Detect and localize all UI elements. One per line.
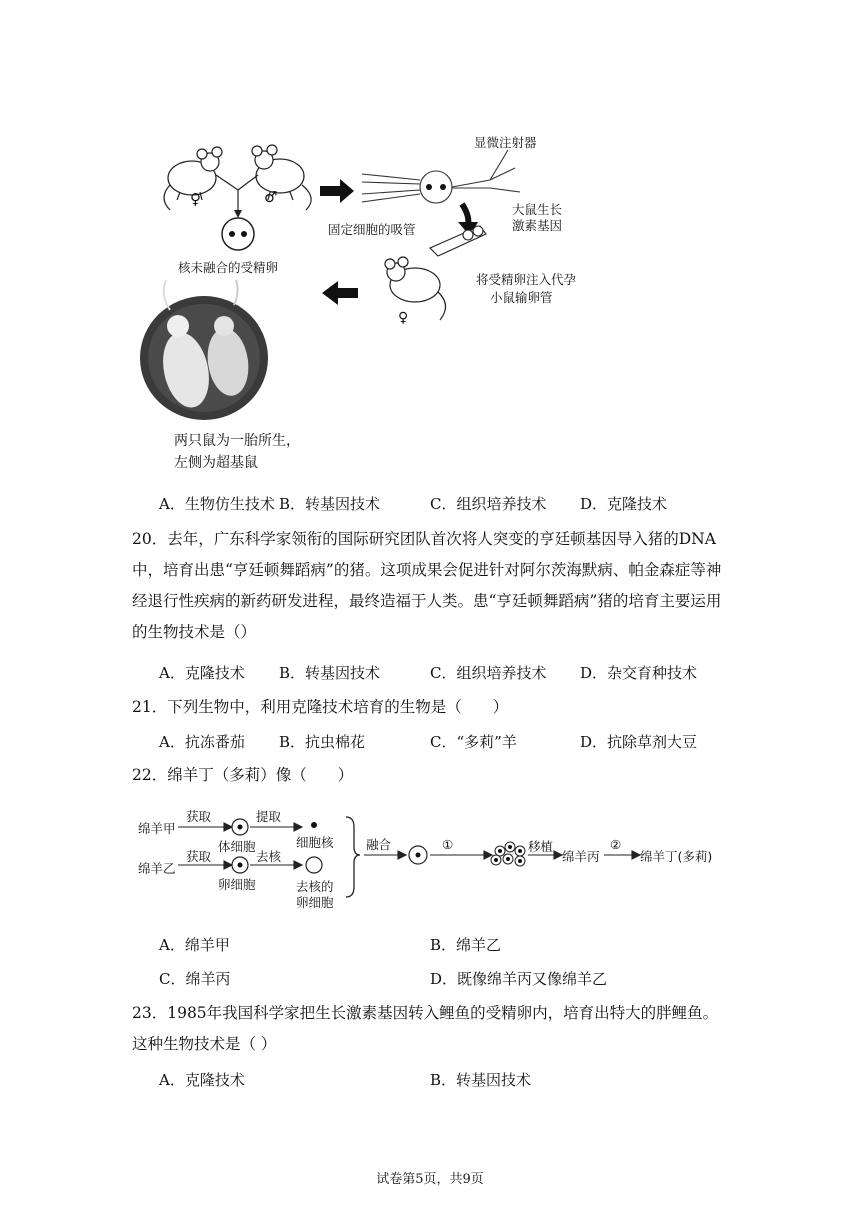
q19-option-a[interactable]: A．生物仿生技术 <box>159 495 275 513</box>
sheep-a-label: 绵羊甲 <box>138 821 176 836</box>
surrogate-mouse-icon <box>385 257 446 320</box>
question-23: 23．1985年我国科学家把生长激素基因转入鲤鱼的受精卵内，培育出特大的胖鲤鱼。这种生物技术是（ ） <box>132 1004 719 1053</box>
page-footer: 试卷第5页，共9页 <box>376 1172 484 1187</box>
question-20: 20．去年，广东科学家领衔的国际研究团队首次将人突变的亨廷顿基因导入猪的DNA中，培育出患“亨廷顿舞蹈病”的猪。这项成果会促进针对阿尔茨海默病、帕金森症等神经退行性疾病的新药研发进程，最终造福于人类。患“亨廷顿舞蹈病”猪的培育主要运用的生物技术是（） <box>132 530 722 641</box>
q20-option-d[interactable]: D．杂交育种技术 <box>580 664 698 682</box>
caption-line-1: 两只鼠为一胎所生， <box>174 433 300 449</box>
sheep-b-label: 绵羊乙 <box>138 861 176 876</box>
enucleate-label: 去核 <box>256 849 282 864</box>
male-mouse-icon <box>252 145 311 210</box>
question-21: 21．下列生物中，利用克隆技术培育的生物是（ ） <box>132 698 509 716</box>
q20-option-a[interactable]: A．克隆技术 <box>159 664 245 682</box>
q19-option-b[interactable]: B．转基因技术 <box>279 495 381 513</box>
q22-option-c[interactable]: C．绵羊丙 <box>159 970 231 988</box>
q22-option-a[interactable]: A．绵羊甲 <box>159 936 230 954</box>
cloning-diagram <box>132 803 732 915</box>
q20-option-b[interactable]: B．转基因技术 <box>279 664 381 682</box>
gene-label-1: 大鼠生长 <box>512 202 563 217</box>
caption-line-2: 左侧为超基鼠 <box>174 455 258 471</box>
q20-option-c[interactable]: C．组织培养技术 <box>430 664 547 682</box>
male-symbol: ♂ <box>264 188 278 206</box>
gene-label-2: 激素基因 <box>512 218 563 233</box>
zygote-icon <box>222 218 254 250</box>
transplant-label: 移植 <box>528 839 554 854</box>
question-22: 22．绵羊丁（多莉）像（ ） <box>132 766 354 784</box>
sheep-c-label: 绵羊丙 <box>562 849 600 864</box>
q21-option-a[interactable]: A．抗冻番茄 <box>159 733 245 751</box>
sheep-d-label: 绵羊丁(多莉) <box>640 849 713 864</box>
q22-option-d[interactable]: D．既像绵羊丙又像绵羊乙 <box>430 970 608 988</box>
inject-label-2: 小鼠输卵管 <box>490 290 553 305</box>
step-1-label: ① <box>442 837 454 852</box>
fusion-label: 融合 <box>366 837 392 852</box>
nucleus-icon <box>311 822 317 828</box>
enucleated-egg-label-2: 卵细胞 <box>296 895 334 910</box>
enucleated-egg-label-1: 去核的 <box>296 879 334 894</box>
q21-option-c[interactable]: C．“多莉”羊 <box>430 733 517 751</box>
q23-option-b[interactable]: B．转基因技术 <box>430 1071 532 1089</box>
arrow-right-icon <box>320 179 354 203</box>
obtain-label-2: 获取 <box>186 849 212 864</box>
arrow-left-icon <box>322 281 358 305</box>
body-cell-label: 体细胞 <box>218 839 256 854</box>
q23-option-a[interactable]: A．克隆技术 <box>159 1071 245 1089</box>
female-symbol: ♀ <box>190 190 201 208</box>
injector-label: 显微注射器 <box>474 135 537 150</box>
extract-label: 提取 <box>256 809 282 824</box>
nucleus-label: 细胞核 <box>296 835 334 850</box>
q21-option-b[interactable]: B．抗虫棉花 <box>279 733 366 751</box>
q22-option-b[interactable]: B．绵羊乙 <box>430 936 502 954</box>
q21-option-d[interactable]: D．抗除草剂大豆 <box>580 733 698 751</box>
pipette-label: 固定细胞的吸管 <box>328 222 416 237</box>
q19-option-d[interactable]: D．克隆技术 <box>580 495 668 513</box>
obtain-label-1: 获取 <box>186 809 212 824</box>
egg-cell-label: 卵细胞 <box>218 877 256 892</box>
syringe-icon <box>430 226 486 256</box>
q19-option-c[interactable]: C．组织培养技术 <box>430 495 547 513</box>
transgenic-mouse-figure <box>140 130 600 475</box>
zygote-label: 核未融合的受精卵 <box>178 260 279 275</box>
step-2-label: ② <box>610 837 622 852</box>
microinjection-icon <box>362 150 520 203</box>
surrogate-female-symbol: ♀ <box>398 310 409 326</box>
mice-photo <box>140 280 268 420</box>
enucleated-egg-icon <box>306 857 322 873</box>
inject-label-1: 将受精卵注入代孕 <box>476 272 577 287</box>
